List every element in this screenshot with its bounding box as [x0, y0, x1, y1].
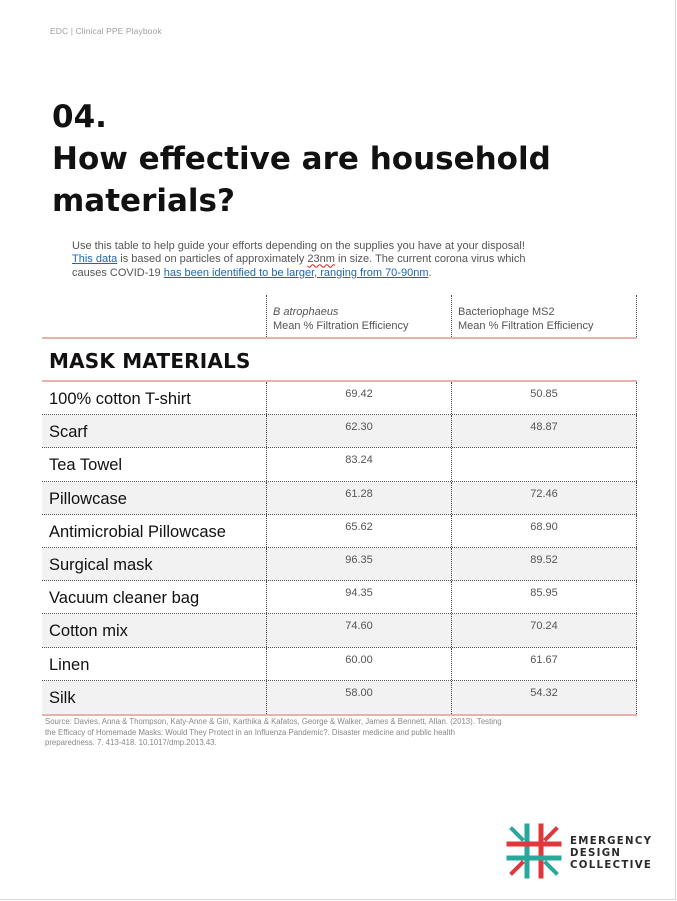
intro-size-value: 23nm [307, 253, 335, 266]
source-line-3: preparedness. 7. 413-418. 10.1017/dmp.2013.43. [45, 738, 217, 747]
column-header-b-atrophaeus [266, 295, 451, 337]
material-name: Scarf [49, 423, 88, 442]
table-row [42, 681, 637, 714]
intro-line-1: Use this table to help guide your efforts depending on the supplies you have at your disposal! [72, 240, 525, 252]
logo-line-3: COLLECTIVE [570, 860, 653, 872]
table-row [42, 448, 637, 481]
b-atrophaeus-value: 61.28 [266, 482, 451, 514]
b-atrophaeus-value: 83.24 [266, 448, 451, 480]
table-row [42, 648, 637, 681]
column-header-row [42, 295, 637, 337]
material-name: Tea Towel [49, 456, 123, 475]
material-name: Cotton mix [49, 622, 128, 641]
intro-period: . [428, 266, 432, 279]
filtration-table [42, 295, 637, 716]
page-header: EDC | Clinical PPE Playbook [50, 26, 162, 36]
table-row [42, 548, 637, 581]
b-atrophaeus-value: 74.60 [266, 614, 451, 646]
edc-cross-logo-icon [506, 823, 562, 879]
table-row [42, 614, 637, 647]
title-line-1: How effective are household [52, 141, 551, 177]
b-atrophaeus-value: 69.42 [266, 382, 451, 414]
logo-line-1: EMERGENCY [570, 836, 653, 847]
section-title: MASK MATERIALS [49, 349, 251, 373]
column-header-ms2 [451, 295, 637, 337]
b-atrophaeus-value: 65.62 [266, 515, 451, 547]
edc-logo [506, 823, 666, 883]
table-row [42, 581, 637, 614]
logo-wordmark [570, 836, 652, 873]
source-line-2: the Efficacy of Homemade Masks: Would They Protect in an Influenza Pandemic?. Disaster medicine and public health [45, 727, 455, 737]
page-title [52, 96, 551, 222]
ms2-value: 48.87 [451, 415, 637, 447]
material-name: Silk [49, 688, 76, 707]
table-row [42, 382, 637, 415]
intro-text-2b: in size. The current corona virus which [334, 253, 526, 266]
column-metric: Mean % Filtration Efficiency [458, 319, 594, 332]
material-name: 100% cotton T-shirt [49, 390, 191, 408]
column-metric: Mean % Filtration Efficiency [273, 319, 409, 332]
b-atrophaeus-value: 62.30 [266, 415, 451, 447]
table-row [42, 415, 637, 448]
divider-line [42, 714, 637, 716]
source-citation [45, 717, 590, 749]
b-atrophaeus-value: 94.35 [266, 581, 451, 613]
material-name: Linen [49, 655, 90, 674]
material-name: Pillowcase [49, 489, 127, 508]
material-name: Vacuum cleaner bag [49, 589, 200, 608]
b-atrophaeus-value: 96.35 [266, 548, 451, 580]
ms2-value: 85.95 [451, 581, 637, 613]
ms2-value: 72.46 [451, 482, 637, 514]
title-line-2: materials? [52, 183, 235, 219]
source-line-1: Source: Davies, Anna & Thompson, Katy-Anne & Giri, Karthika & Kafatos, George & Walker, James & Bennett, Allan. (2013). Testing [45, 717, 502, 726]
ms2-value [451, 448, 637, 480]
material-name: Surgical mask [49, 555, 153, 574]
this-data-link[interactable]: This data [72, 253, 118, 266]
table-row [42, 515, 637, 548]
table-row [42, 482, 637, 515]
ms2-value: 89.52 [451, 548, 637, 580]
ms2-value: 61.67 [451, 648, 637, 680]
intro-paragraph [72, 240, 612, 280]
ms2-value: 50.85 [451, 382, 637, 414]
table-body [42, 382, 637, 714]
column-organism: B atrophaeus [273, 306, 339, 318]
intro-text-2a: is based on particles of approximately [117, 253, 308, 266]
ms2-value: 54.32 [451, 681, 637, 714]
ms2-value: 68.90 [451, 515, 637, 547]
logo-line-2: DESIGN [570, 848, 622, 860]
b-atrophaeus-value: 60.00 [266, 648, 451, 680]
ms2-value: 70.24 [451, 614, 637, 646]
material-name: Antimicrobial Pillowcase [49, 522, 226, 541]
b-atrophaeus-value: 58.00 [266, 681, 451, 714]
virus-size-link[interactable]: has been identified to be larger, ranging from 70-90nm [163, 266, 429, 279]
section-number: 04. [52, 99, 107, 135]
column-organism: Bacteriophage MS2 [458, 306, 555, 318]
intro-text-3: causes COVID-19 [72, 266, 164, 279]
